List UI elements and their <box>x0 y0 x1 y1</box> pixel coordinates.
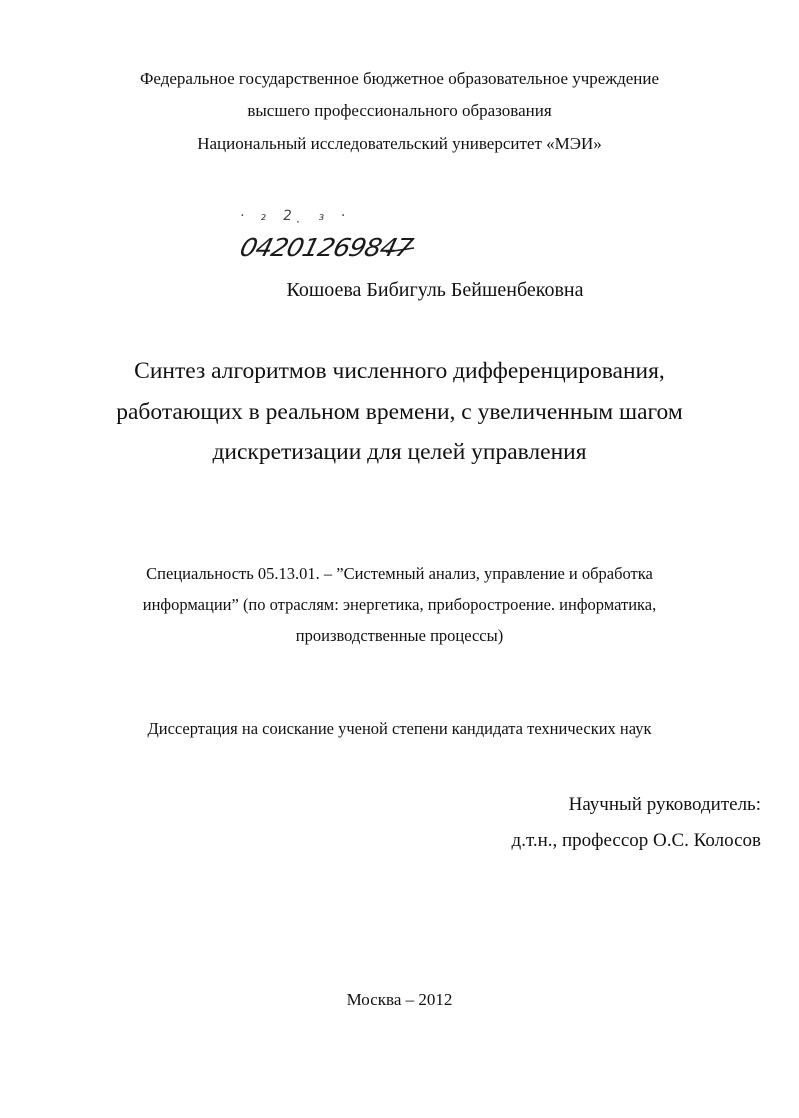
thesis-title-line-2: работающих в реальном времени, с увеличенным шагом <box>116 399 683 425</box>
supervisor-label: Научный руководитель: <box>568 794 761 815</box>
thesis-title-line-3: дискретизации для целей управления <box>212 439 587 465</box>
specialty-line-1: Специальность 05.13.01. – ”Системный анализ, управление и обработка <box>146 564 653 583</box>
thesis-title-line-1: Синтез алгоритмов численного дифференцирования, <box>134 358 665 384</box>
author-name: Кошоева Бибигуль Бейшенбековна <box>286 279 584 301</box>
specialty-line-3: производственные процессы) <box>295 626 504 645</box>
inventory-stamp <box>236 208 426 278</box>
organization-line-3: Национальный исследовательский университет «МЭИ» <box>197 134 602 153</box>
organization-line-1: Федеральное государственное бюджетное образовательное учреждение <box>139 69 660 88</box>
specialty-line-2: информации” (по отраслям: энергетика, приборостроение. информатика, <box>142 595 657 614</box>
degree-statement: Диссертация на соискание ученой степени кандидата технических наук <box>147 719 652 738</box>
supervisor-name: д.т.н., профессор О.С. Колосов <box>511 830 761 851</box>
stamp-strike-icon <box>236 208 426 278</box>
organization-line-2: высшего профессионального образования <box>247 101 552 120</box>
stamp-marks: · ₂ 2 ̣ ₃ · <box>238 208 353 224</box>
place-and-year: Москва – 2012 <box>346 990 453 1009</box>
stamp-number: 04201269847 <box>236 234 415 263</box>
